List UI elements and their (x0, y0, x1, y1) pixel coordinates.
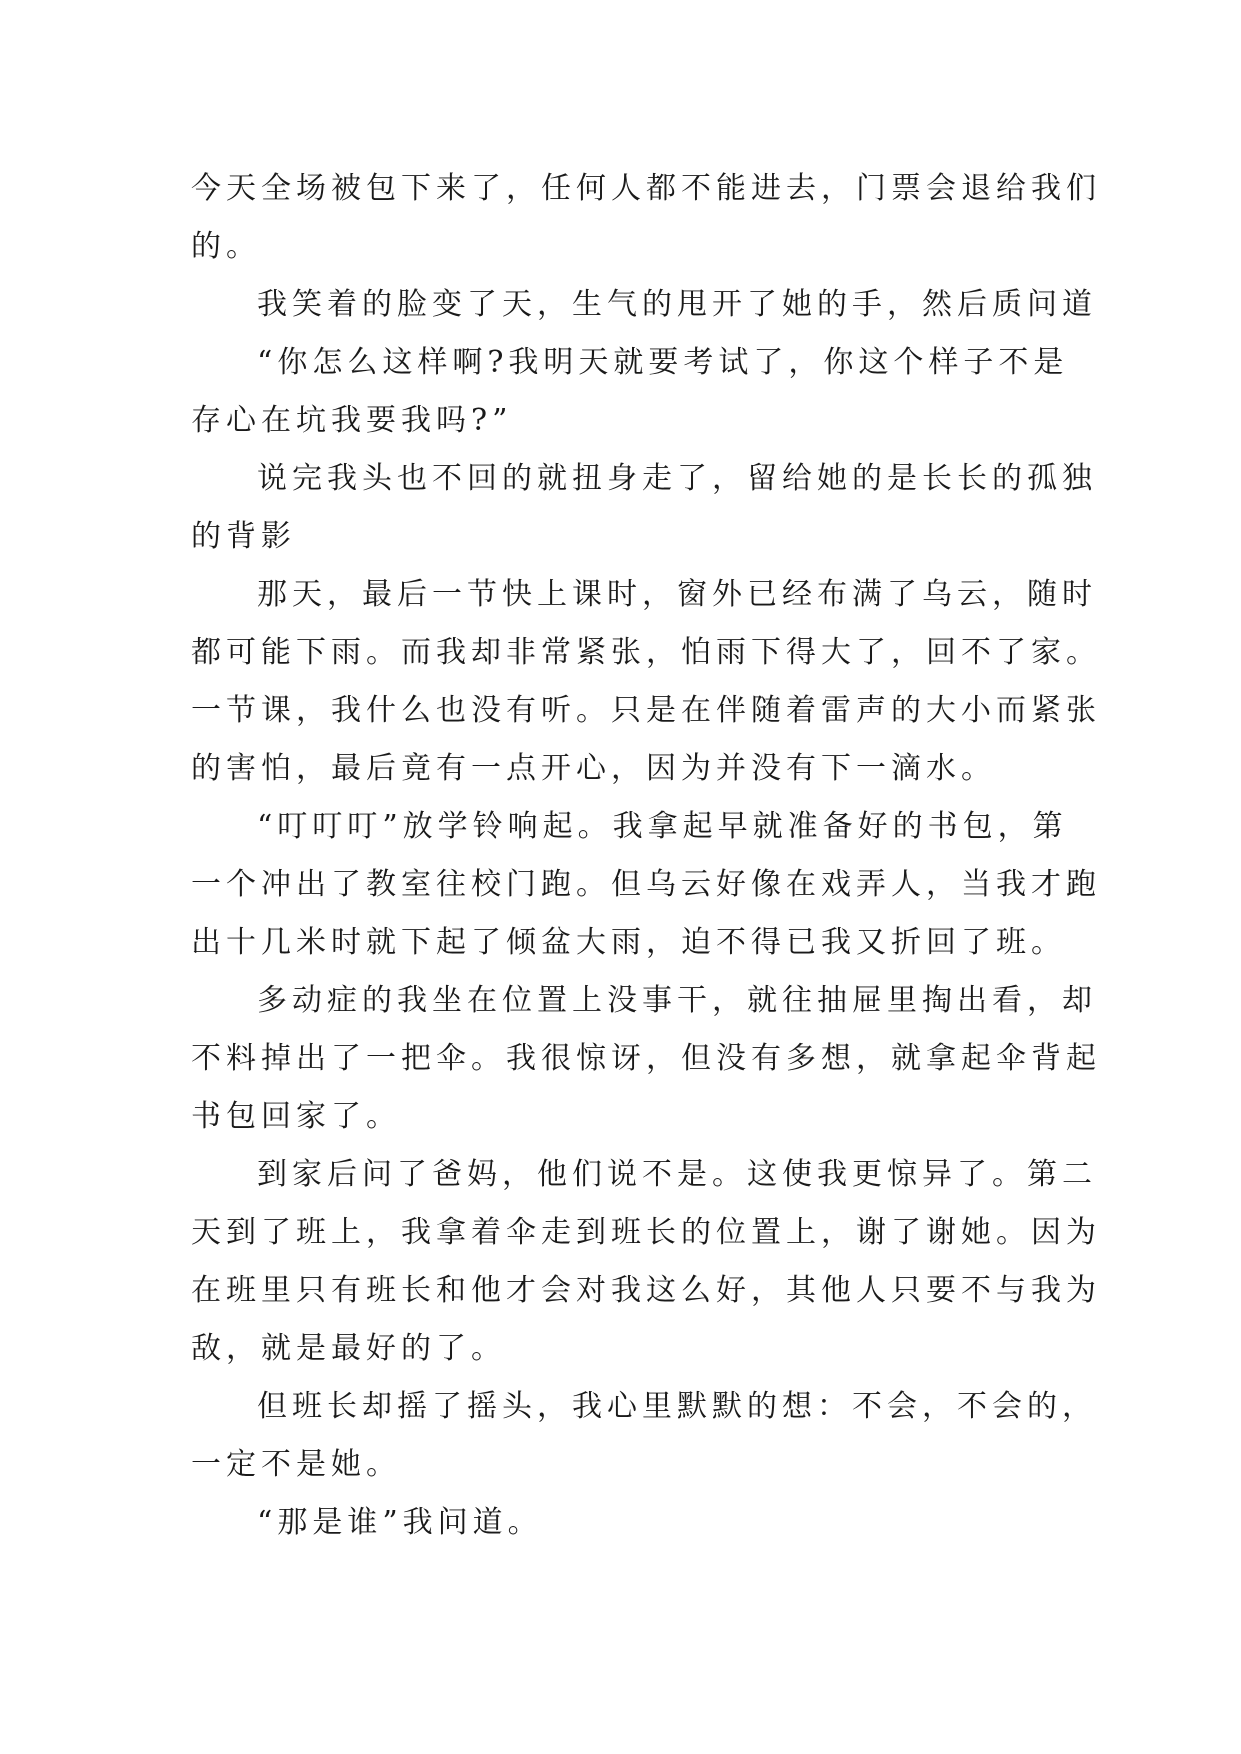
text-line: 书包回家了。 (191, 1099, 401, 1134)
text-line: 的害怕，最后竟有一点开心，因为并没有下一滴水。 (191, 751, 996, 786)
text-line: 的背影 (191, 519, 296, 554)
text-line: 说完我头也不回的就扭身走了，留给她的是长长的孤独 (257, 461, 1097, 496)
text-line: “那是谁”我问道。 (257, 1505, 543, 1540)
text-line: “你怎么这样啊?我明天就要考试了，你这个样子不是 (257, 345, 1069, 380)
text-line: 敌，就是最好的了。 (191, 1331, 506, 1366)
text-line: 多动症的我坐在位置上没事干，就往抽屉里掏出看，却 (257, 983, 1097, 1018)
text-line: 一个冲出了教室往校门跑。但乌云好像在戏弄人，当我才跑 (191, 867, 1101, 902)
text-line: 今天全场被包下来了，任何人都不能进去，门票会退给我们 (191, 171, 1101, 206)
text-line: 一定不是她。 (191, 1447, 401, 1482)
text-line: 我笑着的脸变了天，生气的甩开了她的手，然后质问道 (257, 287, 1097, 322)
text-line: 那天，最后一节快上课时，窗外已经布满了乌云，随时 (257, 577, 1097, 612)
text-line: 都可能下雨。而我却非常紧张，怕雨下得大了，回不了家。 (191, 635, 1101, 670)
text-line: 但班长却摇了摇头，我心里默默的想：不会，不会的， (257, 1389, 1097, 1424)
text-line: 存心在坑我要我吗?” (191, 403, 513, 438)
text-line: 到家后问了爸妈，他们说不是。这使我更惊异了。第二 (257, 1157, 1097, 1192)
text-line: 一节课，我什么也没有听。只是在伴随着雷声的大小而紧张 (191, 693, 1101, 728)
text-line: 不料掉出了一把伞。我很惊讶，但没有多想，就拿起伞背起 (191, 1041, 1101, 1076)
text-line: 的。 (191, 229, 261, 264)
text-line: 出十几米时就下起了倾盆大雨，迫不得已我又折回了班。 (191, 925, 1066, 960)
text-line: 在班里只有班长和他才会对我这么好，其他人只要不与我为 (191, 1273, 1101, 1308)
text-line: “叮叮叮”放学铃响起。我拿起早就准备好的书包，第 (257, 809, 1068, 844)
text-line: 天到了班上，我拿着伞走到班长的位置上，谢了谢她。因为 (191, 1215, 1101, 1250)
document-body (191, 160, 1101, 1552)
